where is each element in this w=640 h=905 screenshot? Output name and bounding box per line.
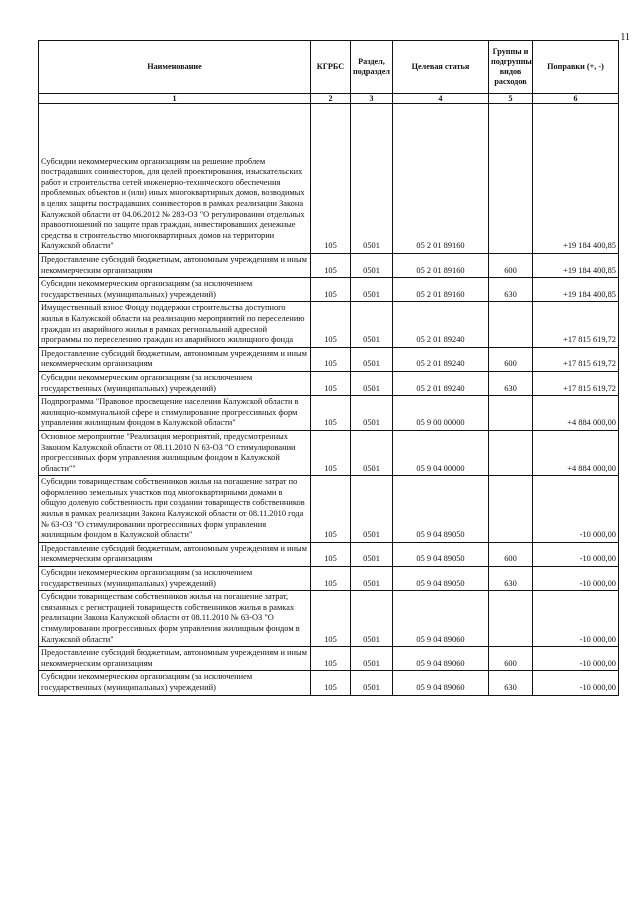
row-section: 0501 bbox=[351, 302, 393, 347]
row-amend: -10 000,00 bbox=[533, 542, 619, 566]
row-section: 0501 bbox=[351, 371, 393, 395]
row-target: 05 2 01 89160 bbox=[393, 254, 489, 278]
row-amend: +19 184 400,85 bbox=[533, 104, 619, 254]
row-group: 600 bbox=[489, 647, 533, 671]
table-row bbox=[39, 430, 619, 475]
row-group bbox=[489, 476, 533, 543]
row-name: Подпрограмма "Правовое просвещение населения Калужской области в жилищно-коммунальной сфере и стимулирование прогрессивных форм управления жилищным фондом в Калужской области" bbox=[39, 396, 311, 431]
row-kgrbs: 105 bbox=[311, 567, 351, 591]
row-target: 05 2 01 89240 bbox=[393, 302, 489, 347]
row-name: Субсидии товариществам собственников жилья на погашение затрат по оформлению земельных участков под многоквартирными домами в общую долевую собственность при создании товариществ собственников жилья в рамках реализации Закона Калужской области от 08.11.2010 года № 63-ОЗ "О стимулировании прогрессивных форм управления жилищным фондом в Калужской области" bbox=[39, 476, 311, 543]
row-group: 630 bbox=[489, 371, 533, 395]
row-section: 0501 bbox=[351, 254, 393, 278]
row-section: 0501 bbox=[351, 347, 393, 371]
row-name: Субсидии товариществам собственников жилья на погашение затрат, связанных с регистрацией товариществ собственников жилья в рамках реализации Закона Калужской области от 08.11.2010 № 63-ОЗ "О стимулировании прогрессивных форм управления жилищным фондом в Калужской области" bbox=[39, 591, 311, 647]
row-kgrbs: 105 bbox=[311, 430, 351, 475]
row-target: 05 9 00 00000 bbox=[393, 396, 489, 431]
row-section: 0501 bbox=[351, 104, 393, 254]
row-section: 0501 bbox=[351, 542, 393, 566]
row-section: 0501 bbox=[351, 567, 393, 591]
table-row bbox=[39, 347, 619, 371]
row-target: 05 2 01 89240 bbox=[393, 371, 489, 395]
row-name: Предоставление субсидий бюджетным, автономным учреждениям и иным некоммерческим организациям bbox=[39, 542, 311, 566]
table-row bbox=[39, 591, 619, 647]
row-amend: -10 000,00 bbox=[533, 591, 619, 647]
row-amend: +17 815 619,72 bbox=[533, 302, 619, 347]
row-kgrbs: 105 bbox=[311, 476, 351, 543]
row-target: 05 9 04 89050 bbox=[393, 567, 489, 591]
row-amend: -10 000,00 bbox=[533, 647, 619, 671]
row-group bbox=[489, 396, 533, 431]
row-section: 0501 bbox=[351, 671, 393, 695]
row-kgrbs: 105 bbox=[311, 371, 351, 395]
table-row bbox=[39, 278, 619, 302]
table-row bbox=[39, 104, 619, 254]
row-name: Имущественный взнос Фонду поддержки строительства доступного жилья в Калужской области на реализацию мероприятий по переселению граждан из аварийного жилья в рамках региональной адресной программы по переселению граждан из аварийного жилищного фонда bbox=[39, 302, 311, 347]
row-target: 05 9 04 89050 bbox=[393, 476, 489, 543]
row-amend: +17 815 619,72 bbox=[533, 371, 619, 395]
row-name: Субсидии некоммерческим организациям на решение проблем пострадавших соинвесторов, для целей проектирования, изыскательских работ и строительства сетей инженерно-технического обеспечения проблемных объектов и (или) иных многоквартирных домов, возводимых в целях защиты пострадавших соинвесторов в рамках реализации Закона Калужской области от 04.06.2012 № 283-ОЗ "О регулировании отдельных правоотношений по защите прав граждан, инвестировавших денежные средства в строительство многоквартирных домов на территории Калужской области" bbox=[39, 104, 311, 254]
row-name: Предоставление субсидий бюджетным, автономным учреждениям и иным некоммерческим организациям bbox=[39, 347, 311, 371]
row-group: 630 bbox=[489, 278, 533, 302]
row-group: 630 bbox=[489, 671, 533, 695]
col-number: 6 bbox=[533, 94, 619, 104]
row-amend: -10 000,00 bbox=[533, 567, 619, 591]
row-amend: +4 884 000,00 bbox=[533, 396, 619, 431]
col-header-name: Наименование bbox=[39, 41, 311, 94]
row-name: Предоставление субсидий бюджетным, автономным учреждениям и иным некоммерческим организациям bbox=[39, 254, 311, 278]
row-target: 05 9 04 89060 bbox=[393, 591, 489, 647]
row-kgrbs: 105 bbox=[311, 647, 351, 671]
row-kgrbs: 105 bbox=[311, 104, 351, 254]
table-row bbox=[39, 371, 619, 395]
col-number: 4 bbox=[393, 94, 489, 104]
row-target: 05 2 01 89160 bbox=[393, 278, 489, 302]
row-target: 05 2 01 89160 bbox=[393, 104, 489, 254]
row-group bbox=[489, 591, 533, 647]
col-header-section: Раздел, подраздел bbox=[351, 41, 393, 94]
col-number: 2 bbox=[311, 94, 351, 104]
row-target: 05 9 04 00000 bbox=[393, 430, 489, 475]
row-amend: -10 000,00 bbox=[533, 671, 619, 695]
col-number: 3 bbox=[351, 94, 393, 104]
row-name: Основное мероприятие "Реализация мероприятий, предусмотренных Законом Калужской области от 08.11.2010 N 63-ОЗ "О стимулировании прогрессивных форм управления жилищным фондом в Калужской области"" bbox=[39, 430, 311, 475]
row-group bbox=[489, 104, 533, 254]
row-section: 0501 bbox=[351, 476, 393, 543]
table-row bbox=[39, 302, 619, 347]
page-number: 11 bbox=[620, 32, 630, 43]
col-header-group: Группы и подгруппы видов расходов bbox=[489, 41, 533, 94]
row-group bbox=[489, 430, 533, 475]
row-group bbox=[489, 302, 533, 347]
table-row bbox=[39, 396, 619, 431]
row-section: 0501 bbox=[351, 591, 393, 647]
row-name: Предоставление субсидий бюджетным, автономным учреждениям и иным некоммерческим организациям bbox=[39, 647, 311, 671]
row-group: 600 bbox=[489, 347, 533, 371]
row-kgrbs: 105 bbox=[311, 254, 351, 278]
row-kgrbs: 105 bbox=[311, 278, 351, 302]
row-amend: -10 000,00 bbox=[533, 476, 619, 543]
table-row bbox=[39, 254, 619, 278]
table-header-row bbox=[39, 41, 619, 94]
row-kgrbs: 105 bbox=[311, 347, 351, 371]
row-name: Субсидии некоммерческим организациям (за исключением государственных (муниципальных) учреждений) bbox=[39, 278, 311, 302]
row-name: Субсидии некоммерческим организациям (за исключением государственных (муниципальных) учреждений) bbox=[39, 567, 311, 591]
table-row bbox=[39, 476, 619, 543]
col-header-target: Целевая статья bbox=[393, 41, 489, 94]
row-group: 600 bbox=[489, 542, 533, 566]
row-amend: +17 815 619,72 bbox=[533, 347, 619, 371]
row-section: 0501 bbox=[351, 278, 393, 302]
table-row bbox=[39, 647, 619, 671]
budget-table bbox=[38, 40, 619, 696]
table-row bbox=[39, 542, 619, 566]
row-section: 0501 bbox=[351, 647, 393, 671]
row-target: 05 2 01 89240 bbox=[393, 347, 489, 371]
col-header-amend: Поправки (+, -) bbox=[533, 41, 619, 94]
row-group: 630 bbox=[489, 567, 533, 591]
row-amend: +19 184 400,85 bbox=[533, 254, 619, 278]
row-group: 600 bbox=[489, 254, 533, 278]
table-row bbox=[39, 567, 619, 591]
row-name: Субсидии некоммерческим организациям (за исключением государственных (муниципальных) учреждений) bbox=[39, 371, 311, 395]
row-target: 05 9 04 89060 bbox=[393, 647, 489, 671]
row-target: 05 9 04 89060 bbox=[393, 671, 489, 695]
row-kgrbs: 105 bbox=[311, 671, 351, 695]
row-kgrbs: 105 bbox=[311, 396, 351, 431]
row-target: 05 9 04 89050 bbox=[393, 542, 489, 566]
table-row bbox=[39, 671, 619, 695]
row-kgrbs: 105 bbox=[311, 542, 351, 566]
row-amend: +4 884 000,00 bbox=[533, 430, 619, 475]
row-amend: +19 184 400,85 bbox=[533, 278, 619, 302]
row-name: Субсидии некоммерческим организациям (за исключением государственных (муниципальных) учреждений) bbox=[39, 671, 311, 695]
col-number: 1 bbox=[39, 94, 311, 104]
row-section: 0501 bbox=[351, 430, 393, 475]
row-kgrbs: 105 bbox=[311, 302, 351, 347]
col-number: 5 bbox=[489, 94, 533, 104]
row-kgrbs: 105 bbox=[311, 591, 351, 647]
row-section: 0501 bbox=[351, 396, 393, 431]
column-number-row bbox=[39, 94, 619, 104]
col-header-kgrbs: КГРБС bbox=[311, 41, 351, 94]
